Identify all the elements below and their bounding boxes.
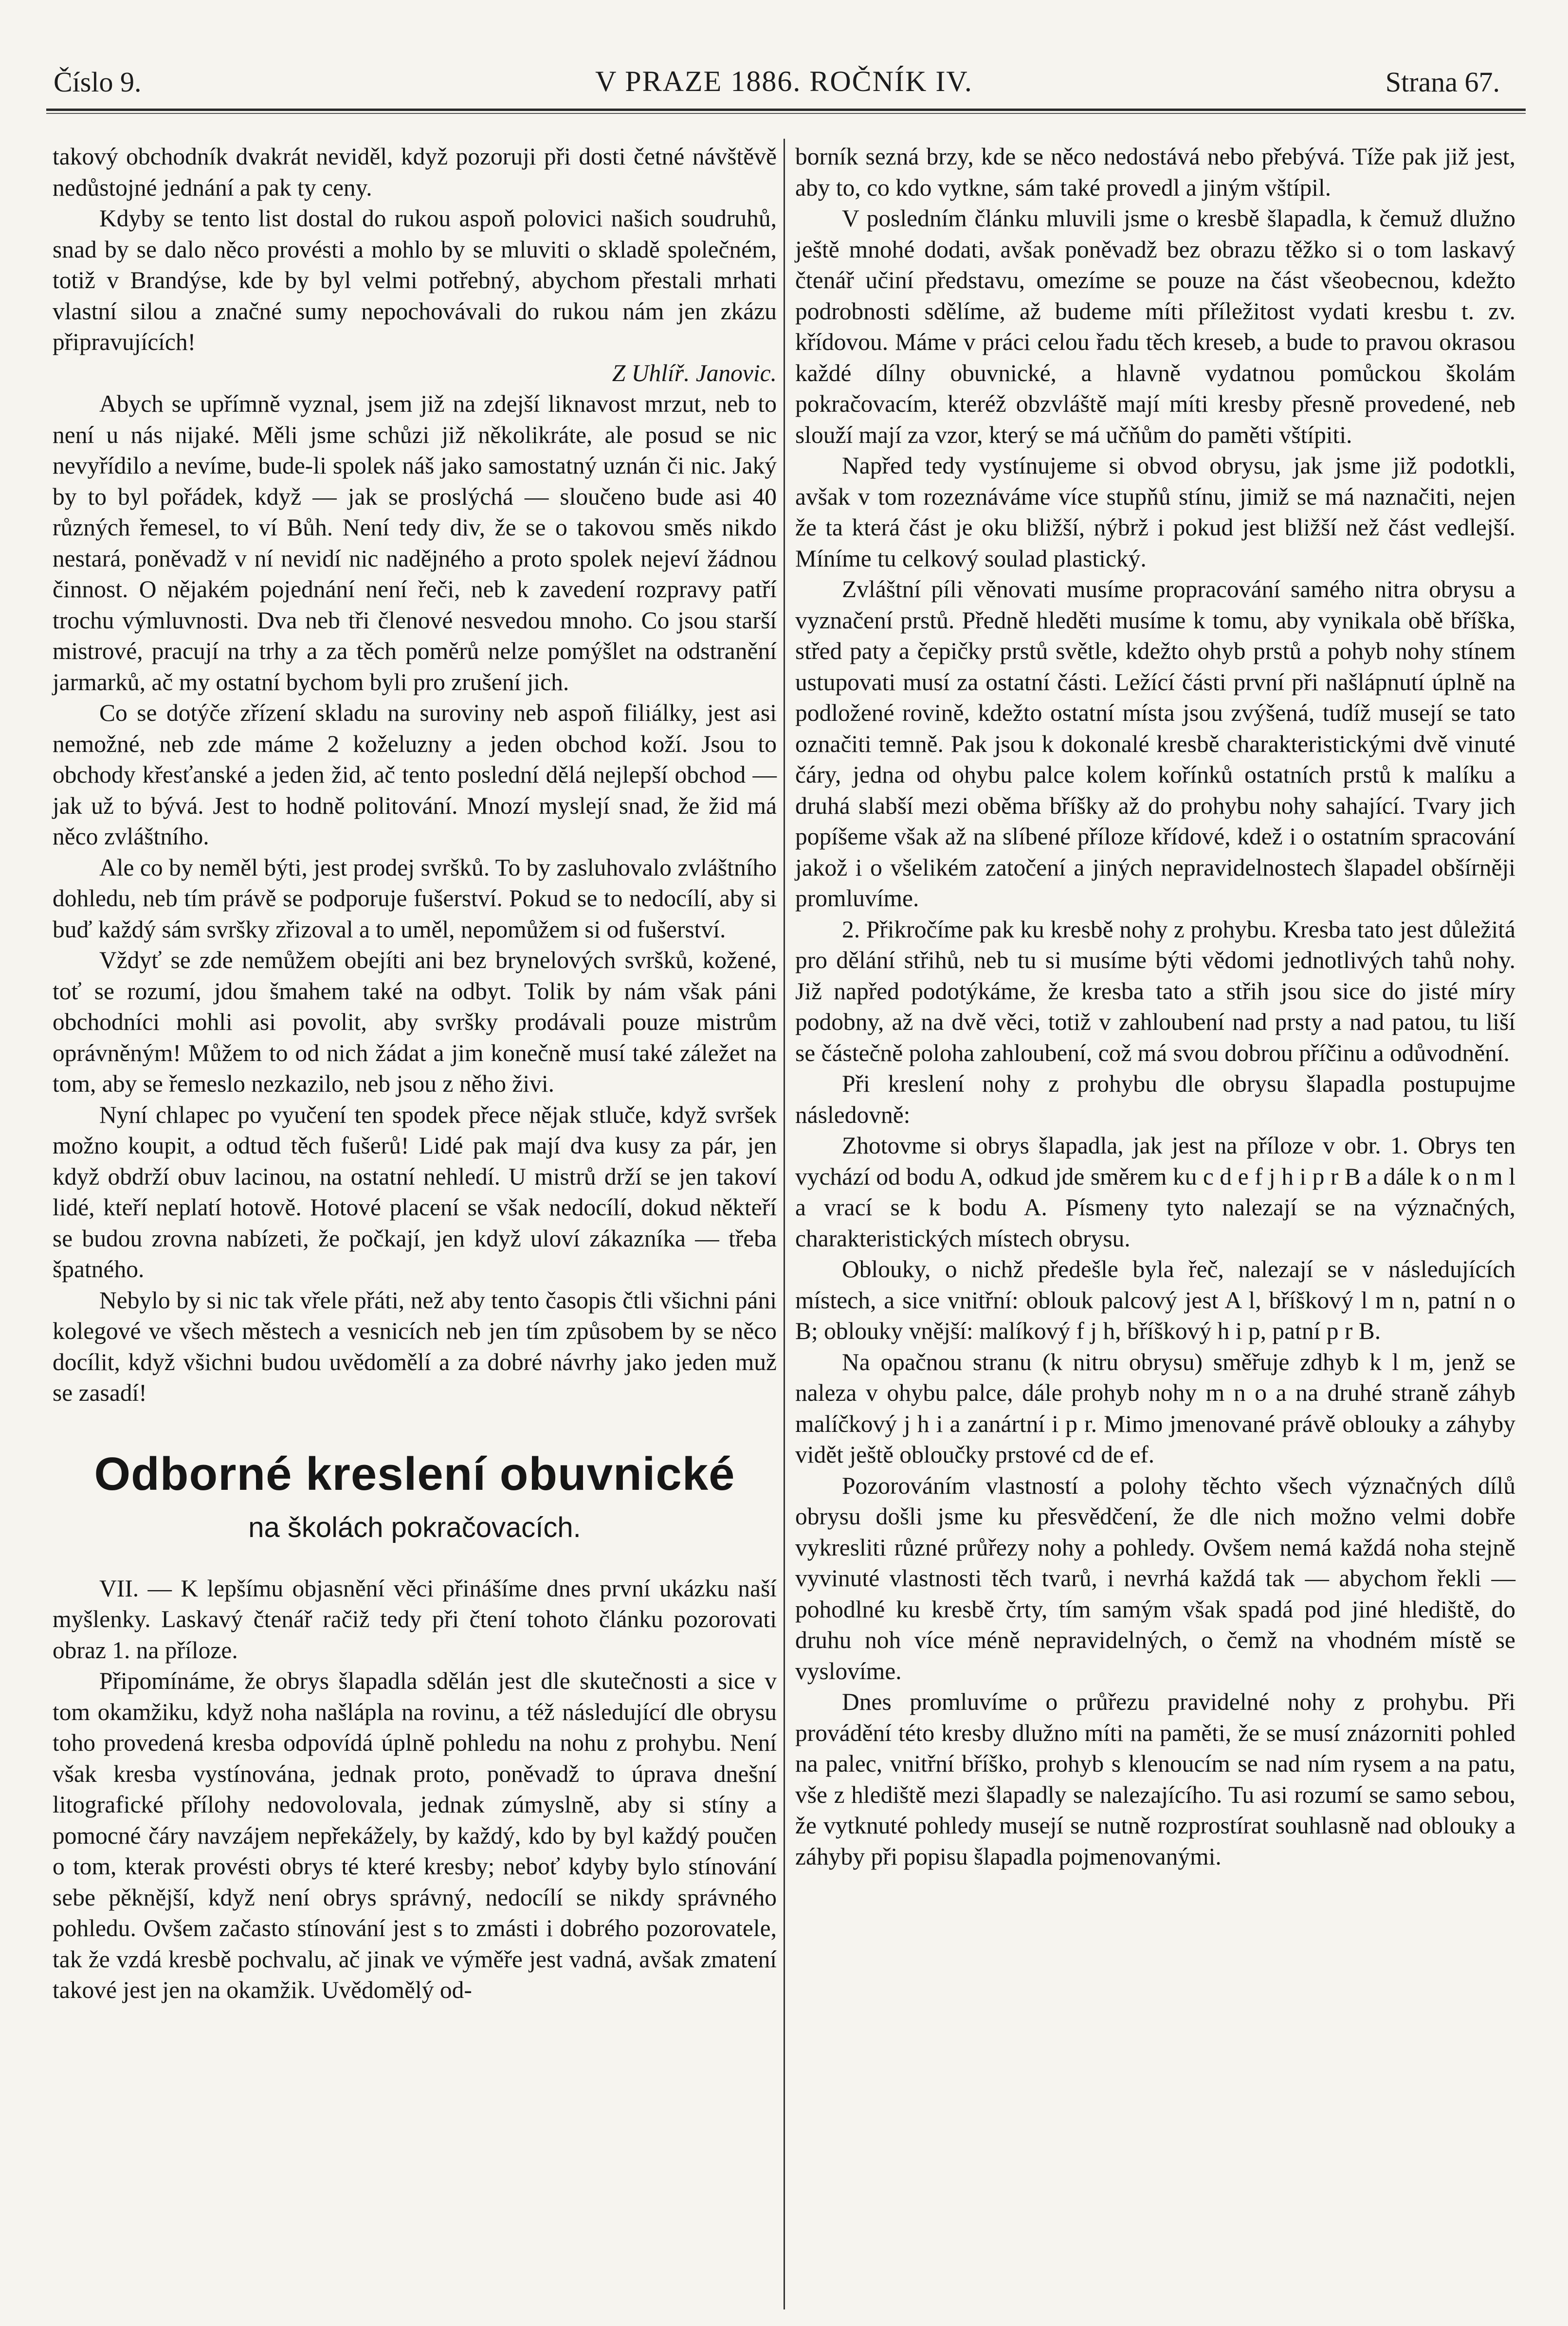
paragraph: takový obchodník dvakrát neviděl, když pozoruji při dosti četné návštěvě nedůstojné jednání a pak ty ceny. [53,143,777,201]
paragraph: Vždyť se zde nemůžem obejíti ani bez brynelových svršků, kožené, toť se rozumí, jdou šmahem také na odbyt. Tolik by nám však páni obchodníci mohli asi povolit, aby svršky prodávali pouze mistrům oprávněným! Můžem to od nich žádat a jim konečně musí také záležet na tom, aby se řemeslo nezkazilo, neb jsou z něho živi. [53,947,777,1097]
header-rule [46,109,1526,111]
page-number: Strana 67. [1385,66,1500,98]
paragraph: Nyní chlapec po vyučení ten spodek přece nějak stluče, když svršek možno koupit, a odtud těch fušerů! Lidé pak mají dva kusy za pár, jen když obdrží obuv lacinou, na ostatní nehledí. U mistrů drží se jen takoví lidé, kteří neplatí hotově. Hotové placení se však nedocílí, dokud někteří se budou zrovna nabízeti, že počkají, jen když uloví zákazníka — třeba špatného. [53,1101,777,1282]
left-column [53,141,777,2006]
column-divider [784,139,785,2309]
paragraph: Co se dotýče zřízení skladu na suroviny neb aspoň filiálky, jest asi nemožné, neb zde máme 2 koželuzny a jeden obchod koží. Jsou to obchody křesťanské a jeden žid, ač tento poslední dělá nejlepší obchod — jak už to bývá. Jest to hodně politování. Mnozí myslejí snad, že žid má něco zvláštního. [53,699,777,850]
article-subtitle: na školách pokračovacích. [248,1511,581,1543]
page-header [49,61,1519,110]
paragraph: borník sezná brzy, kde se něco nedostává nebo přebývá. Tíže pak již jest, aby to, co kdo vytkne, sám také provedl a jiným vštípil. [795,143,1515,201]
issue-number: Číslo 9. [54,66,142,98]
paragraph: V posledním článku mluvili jsme o kresbě šlapadla, k čemuž dlužno ještě mnohé dodati, avšak poněvadž bez obrazu těžko si o tom laskavý čtenář učiní představu, omezíme se pouze na část všeobecnou, kdežto podrobnosti sdělíme, až budeme míti příležitost vydati kresbu t. zv. křídovou. Máme v práci celou řadu těch kreseb, a bude to pravou okrasou každé dílny obuvnické, a hlavně vydatnou pomůckou školám pokračovacím, kteréž obzvláště mají míti kresby přesně provedené, neb slouží mají za vzor, který se má učňům do paměti vštípiti. [795,205,1515,448]
right-column [795,141,1515,1872]
paragraph: Zvláštní píli věnovati musíme propracování samého nitra obrysu a vyznačení prstů. Předně hleděti musíme k tomu, aby vynikala obě bříška, střed paty a čepičky prstů světle, kdežto ohyb prstů a pohyb nohy stínem ustupovati musí za ostatní části. Ležící části první při našlápnutí úplně na podložené rovině, kdežto ostatní místa jsou zvýšená, tudíž musejí se tato označiti temně. Pak jsou k dokonalé kresbě charakteristickými dvě vinuté čáry, jedna od ohybu palce kolem kořínků ostatních prstů k malíku a druhá slabší mezi oběma bříšky až do prohybu nohy sahající. Tvary jich popíšeme však až na slíbené příloze křídové, kdež i o ostatním spracování jakož i o všelikém zatočení a jiných nepravidelnostech šlapadel obšírněji promluvíme. [795,576,1515,912]
paragraph: VII. — K lepšímu objasnění věci přinášíme dnes první ukázku naší myšlenky. Laskavý čtenář račiž tedy při čtení tohoto článku pozorovati obraz 1. na příloze. [53,1575,777,1664]
paragraph: Ale co by neměl býti, jest prodej svršků. To by zasluhovalo zvláštního dohledu, neb tím právě se podporuje fušerství. Pokud se to nedocílí, aby si buď každý sám svršky zřizoval a to uměl, nepomůžem si od fušerství. [53,854,777,943]
paragraph: Na opačnou stranu (k nitru obrysu) směřuje zdhyb k l m, jenž se naleza v ohybu palce, dále prohyb nohy m n o a na druhé straně záhyb malíčkový j h i a zanártní i p r. Mimo jmenované právě oblouky a záhyby vidět ještě obloučky prstové cd de ef. [795,1348,1515,1468]
paragraph: Dnes promluvíme o průřezu pravidelné nohy z prohybu. Při provádění této kresby dlužno míti na paměti, že se musí znázorniti pohled na palec, vnitřní bříško, prohyb s klenoucím se nad ním rysem a na patu, vše z hlediště mezi šlapadly se nalezajícího. Tu asi rozumí se samo sebou, že vytknuté pohledy musejí se nutně rozprostírat souhlasně nad oblouky a záhyby při popisu šlapadla pojmenovanými. [795,1688,1515,1870]
paragraph: Napřed tedy vystínujeme si obvod obrysu, jak jsme již podotkli, avšak v tom rozeznáváme více stupňů stínu, jimiž se má naznačiti, nejen že ta která část je oku bližší, nýbrž i pokud jest bližší než část vedlejší. Míníme tu celkový soulad plastický. [795,452,1515,572]
paragraph: Oblouky, o nichž předešle byla řeč, nalezají se v následujících místech, a sice vnitřní: oblouk palcový jest A l, bříškový l m n, patní n o B; oblouky vnější: malíkový f j h, bříškový h i p, patní p r B. [795,1256,1515,1344]
header-rule-thin [46,113,1526,114]
paragraph: Při kreslení nohy z prohybu dle obrysu šlapadla postupujme následovně: [795,1070,1515,1128]
article-title: Odborné kreslení obuvnické [94,1447,735,1500]
paragraph: Pozorováním vlastností a polohy těchto všech význačných dílů obrysu došli jsme ku přesvědčení, že dle nich možno velmi dobře vykresliti různé průřezy nohy a pohledy. Ovšem nemá každá noha stejně vyvinuté vlastnosti těch tvarů, i nevrhá každá tak — abychom řekli — pohodlné ku kresbě črty, tím samým však spadá pod jiné hlediště, do druhu noh více méně nepravidelných, o čemž na vhodném místě se vyslovíme. [795,1472,1515,1685]
paragraph: 2. Přikročíme pak ku kresbě nohy z prohybu. Kresba tato jest důležitá pro dělání střihů, neb tu si musíme býti vědomi jednotlivých tahů nohy. Již napřed podotýkáme, že kresba tato a střih jsou sice do jisté míry podobny, až na dvě věci, totiž v zahloubení nad prsty a nad patou, tu liší se částečně poloha zahloubení, což má svou dobrou příčinu a odůvodnění. [795,916,1515,1066]
paragraph: Nebylo by si nic tak vřele přáti, než aby tento časopis čtli všichni páni kolegové ve všech městech a vesnicích neb jen tím způsobem by se něco docílit, když všichni budou uvědomělí a za dobré návrhy jako jeden muž se zasadí! [53,1286,777,1406]
paragraph: Zhotovme si obrys šlapadla, jak jest na příloze v obr. 1. Obrys ten vychází od bodu A, odkud jde směrem ku c d e f j h i p r B a dále k o n m l a vrací se k bodu A. Písmeny tyto nalezají se na význačných, charakteristických místech obrysu. [795,1132,1515,1252]
signature: Z Uhlíř. Janovic. [612,359,777,386]
paragraph: Abych se upřímně vyznal, jsem již na zdejší liknavost mrzut, neb to není u nás nijaké. Měli jsme schůzi již několikráte, ale posud se nic nevyřídilo a nevíme, bude-li spolek náš jako samostatný uznán či nic. Jaký by to byl pořádek, když — jak se proslýchá — sloučeno bude asi 40 různých řemesel, to ví Bůh. Není tedy div, že se o takovou směs nikdo nestará, poněvadž v ní nevidí nic nadějného a proto spolek nejeví žádnou činnost. O nějakém pojednání není řeči, neb k zavedení rozpravy patří trochu výmluvnosti. Dva neb tři členové nesvedou mnoho. Co jsou starší mistrové, pracují na trhy a za těch poměrů nelze pomýšlet na odstranění jarmarků, ač my ostatní bychom byli pro zrušení jich. [53,390,777,696]
paragraph: Kdyby se tento list dostal do rukou aspoň polovici našich soudruhů, snad by se dalo něco provésti a mohlo by se mluviti o skladě společném, totiž v Brandýse, kde by byl velmi potřebný, abychom přestali mrhati vlastní silou a značné sumy nepochovávali do rukou nám jen zkázu připravujících! [53,205,777,355]
publication-line: V PRAZE 1886. ROČNÍK IV. [595,65,973,97]
paragraph: Připomínáme, že obrys šlapadla sdělán jest dle skutečnosti a sice v tom okamžiku, když noha našlápla na rovinu, a též následující dle obrysu toho provedená kresba odpovídá úplně pohledu na nohu z prohybu. Není však kresba vystínována, jednak proto, poněvadž to úprava dnešní litografické přílohy nedovolovala, jednak zúmyslně, aby si stíny a pomocné čáry navzájem nepřekážely, by každý, kdo by byl každý poučen o tom, kterak provésti obrys té které kresby; neboť kdyby bylo stínování sebe pěknější, když není obrys správný, nedocílí se nikdy správného pohledu. Ovšem začasto stínování jest s to zmásti i dobrého pozorovatele, tak že vzdá kresbě pochvalu, ač jinak ve výměře jest vadná, avšak zmatení takové jest jen na okamžik. Uvědomělý od- [53,1667,777,2003]
